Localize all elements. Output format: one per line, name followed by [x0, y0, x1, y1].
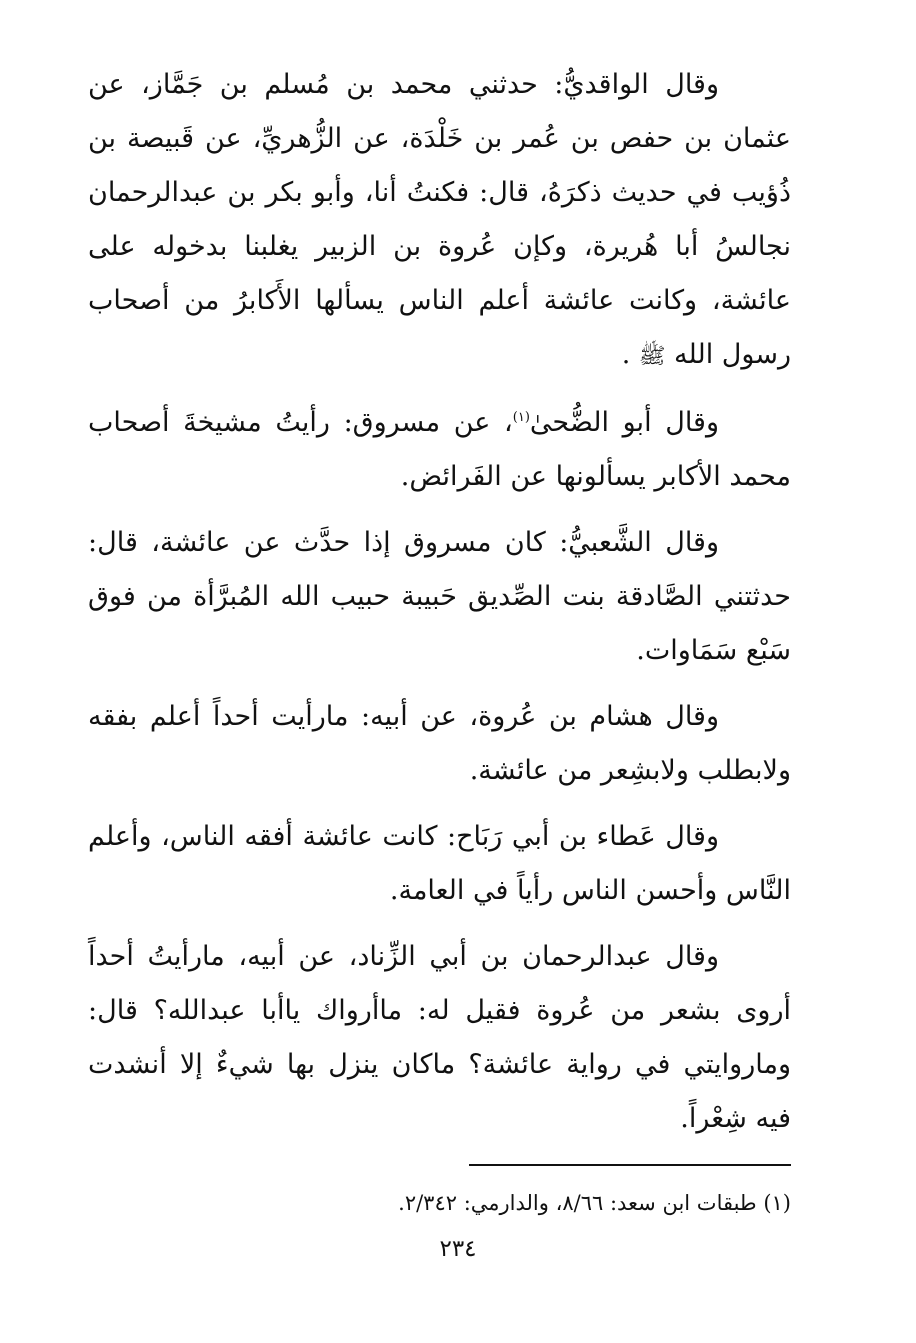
paragraph-text: وقال عبدالرحمان بن أبي الزِّناد، عن أبيه، مارأيتُ أحداً أروى بشعر من عُروة فقيل له: ماأرواك ياأبا عبدالله؟ قال: وماروايتي في رواية عائشة؟ ماكان ينزل بها شيءٌ إلا أنشدت فيه شِعْراً.: [88, 941, 791, 1134]
paragraph-ata: [88, 810, 791, 918]
paragraph-text: وقال الواقديُّ: حدثني محمد بن مُسلم بن جَمَّاز، عن عثمان بن حفص بن عُمر بن خَلْدَة، عن الزُّهريِّ، عن قَبيصة بن ذُؤيب في حديث ذكرَهُ، قال: فكنتُ أنا، وأبو بكر بن عبدالرحمان نجالسُ أبا هُريرة، وكإن عُروة بن الزبير يغلبنا بدخوله على عائشة، وكانت عائشة أعلم الناس يسألها الأَكابرُ من أصحاب رسول الله: [88, 69, 791, 370]
paragraph-text: وقال هشام بن عُروة، عن أبيه: مارأيت أحداً أعلم بفقه ولابطلب ولابشِعر من عائشة.: [88, 701, 791, 786]
paragraph-end: .: [621, 339, 631, 370]
footnote-text: (١) طبقات ابن سعد: ٨/٦٦، والدارمي: ٢/٣٤٢.: [398, 1191, 791, 1215]
paragraph-waqidi: [88, 58, 791, 384]
paragraph-shabi: [88, 516, 791, 678]
paragraph-text: وقال الشَّعبيُّ: كان مسروق إذا حدَّث عن عائشة، قال: حدثتني الصَّادقة بنت الصِّديق حَبيبة حبيب الله المُبرَّأة من فوق سَبْع سَمَاوات.: [88, 527, 791, 666]
salutation-glyph: ﷺ: [638, 344, 666, 369]
paragraph-hisham: [88, 690, 791, 798]
paragraph-text-after: ، عن مسروق: رأيتُ مشيخةَ أصحاب محمد الأكابر يسألونها عن الفَرائض.: [88, 407, 791, 492]
page-body: [88, 58, 791, 1146]
paragraph-text-before: وقال أبو الضُّحىٰ: [529, 407, 719, 438]
page-number: ٢٣٤: [439, 1236, 477, 1262]
footnote-marker[interactable]: (١): [512, 410, 530, 425]
paragraph-abu-duha: [88, 396, 791, 504]
footnote-divider: [469, 1164, 791, 1166]
paragraph-abdulrahman: [88, 930, 791, 1146]
paragraph-text: وقال عَطاء بن أبي رَبَاح: كانت عائشة أفقه الناس، وأعلم النَّاس وأحسن الناس رأياً في العامة.: [88, 821, 791, 906]
